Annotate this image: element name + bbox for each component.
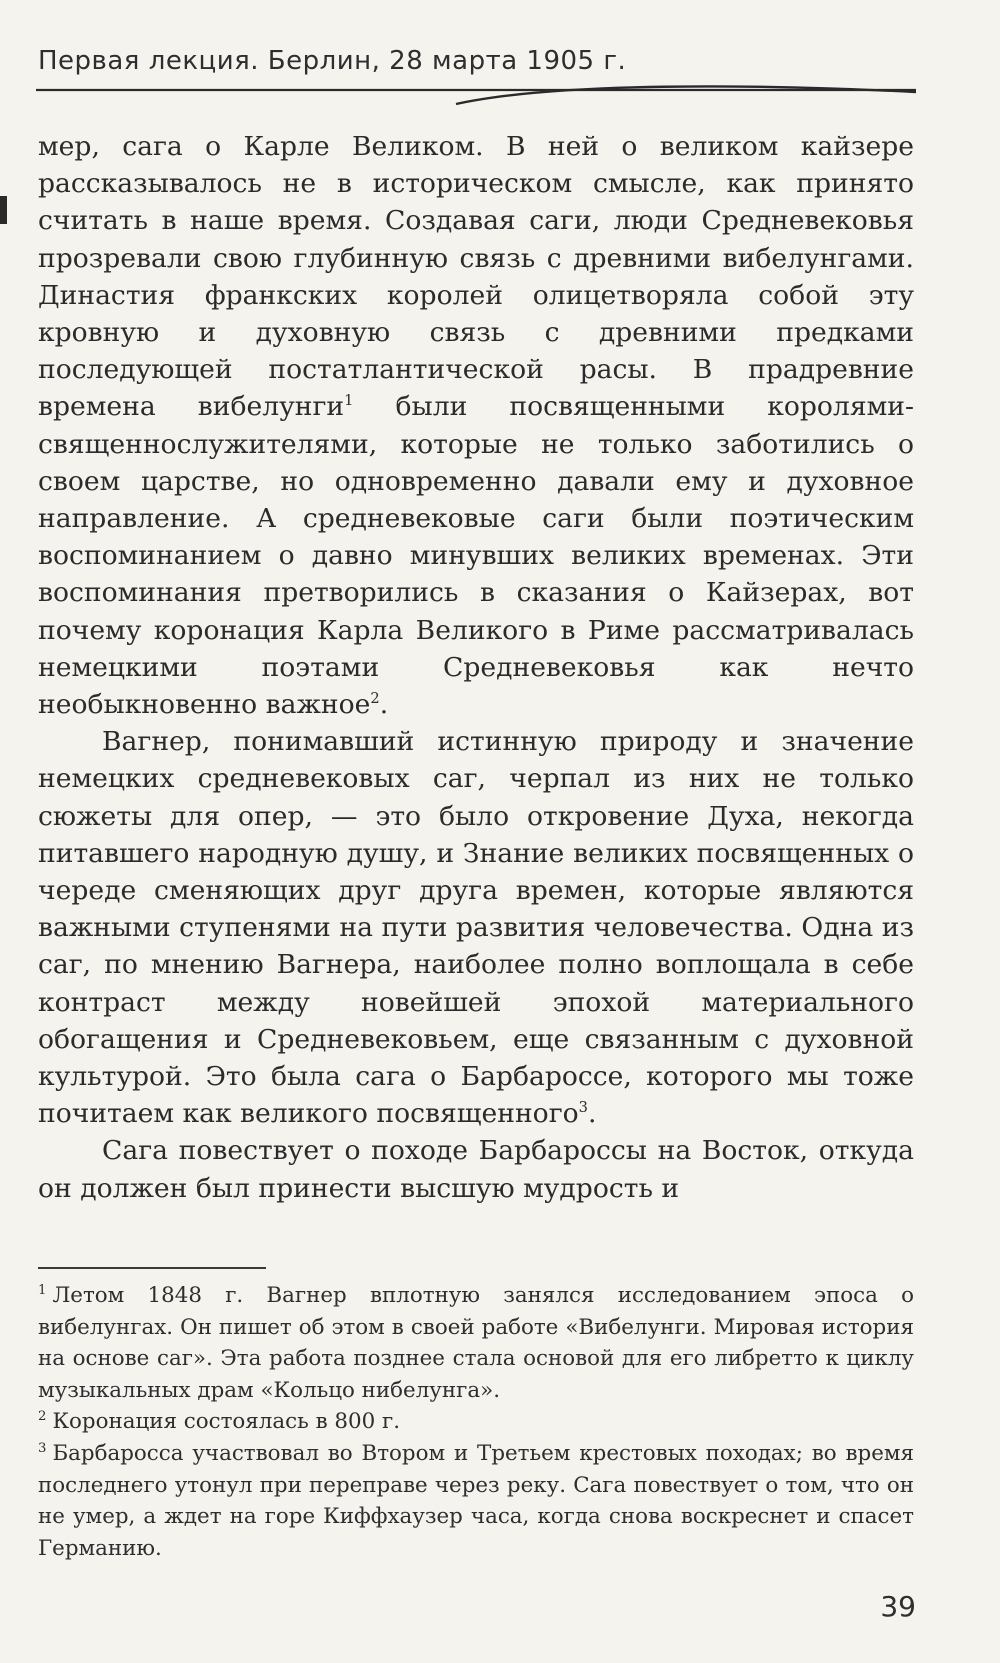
paragraph-2	[38, 723, 914, 1132]
footnote-3	[38, 1438, 914, 1564]
page-edge-mark	[0, 196, 7, 224]
page-number: 39	[880, 1590, 916, 1623]
footnote-ref-2: 2	[370, 690, 380, 708]
paragraph-1	[38, 128, 914, 723]
footnote-3-mark: 3	[38, 1440, 47, 1456]
paragraph-1-end: .	[379, 689, 389, 721]
paragraph-1-text-continued: были посвященными королями-священнослужителями, которые не только заботились о своем царстве, но одновременно давали ему и духовное направление. А средневековые саги были поэтическим воспоминанием о давно минувших великих временах. Эти воспоминания претворились в сказания о Кайзерах, вот почему коронация Карла Великого в Риме рассматривалась немецкими поэтами Средневековья как нечто необыкновенно важное	[38, 391, 914, 721]
footnote-ref-3: 3	[578, 1099, 588, 1117]
footnote-1	[38, 1280, 914, 1406]
footnote-ref-1: 1	[344, 392, 354, 410]
paragraph-3	[38, 1132, 914, 1206]
header-rule-ornament	[36, 80, 916, 110]
footnote-2	[38, 1406, 914, 1438]
footnote-separator	[38, 1267, 266, 1269]
paragraph-2-end: .	[587, 1098, 597, 1130]
footnote-2-mark: 2	[38, 1409, 47, 1425]
footnote-1-text: Летом 1848 г. Вагнер вплотную занялся исследованием эпоса о вибелунгах. Он пишет об этом в своей работе «Вибелунги. Мировая история на основе саг». Эта работа позднее стала основой для его либретто к циклу музыкальных драм «Кольцо нибелунга».	[38, 1283, 914, 1403]
footnote-1-mark: 1	[38, 1282, 47, 1298]
running-header: Первая лекция. Берлин, 28 марта 1905 г.	[38, 46, 627, 76]
footnotes	[38, 1280, 914, 1564]
main-text	[38, 128, 914, 1207]
paragraph-3-text: Сага повествует о походе Барбароссы на Восток, откуда он должен был принести высшую мудрость и	[38, 1135, 914, 1204]
paragraph-1-text: мер, сага о Карле Великом. В ней о великом кайзере рассказывалось не в историческом смысле, как принято считать в наше время. Создавая саги, люди Средневековья прозревали свою глубинную связь с древними вибелунгами. Династия франкских королей олицетворяла собой эту кровную и духовную связь с древними предками последующей постатлантической расы. В прадревние времена вибелунги	[38, 131, 914, 423]
footnote-3-text: Барбаросса участвовал во Втором и Третьем крестовых походах; во время последнего утонул при переправе через реку. Сага повествует о том, что он не умер, а ждет на горе Киффхаузер часа, когда снова воскреснет и спасет Германию.	[38, 1440, 914, 1561]
paragraph-2-text: Вагнер, понимавший истинную природу и значение немецких средневековых саг, черпал из них не только сюжеты для опер, — это было откровение Духа, некогда питавшего народную душу, и Знание великих посвященных о череде сменяющих друг друга времен, которые являются важными ступенями на пути развития человечества. Одна из саг, по мнению Вагнера, наиболее полно воплощала в себе контраст между новейшей эпохой материального обогащения и Средневековьем, еще связанным с духовной культурой. Это была сага о Барбароссе, которого мы тоже почитаем как великого посвященного	[38, 726, 914, 1130]
footnote-2-text: Коронация состоялась в 800 г.	[52, 1409, 401, 1435]
